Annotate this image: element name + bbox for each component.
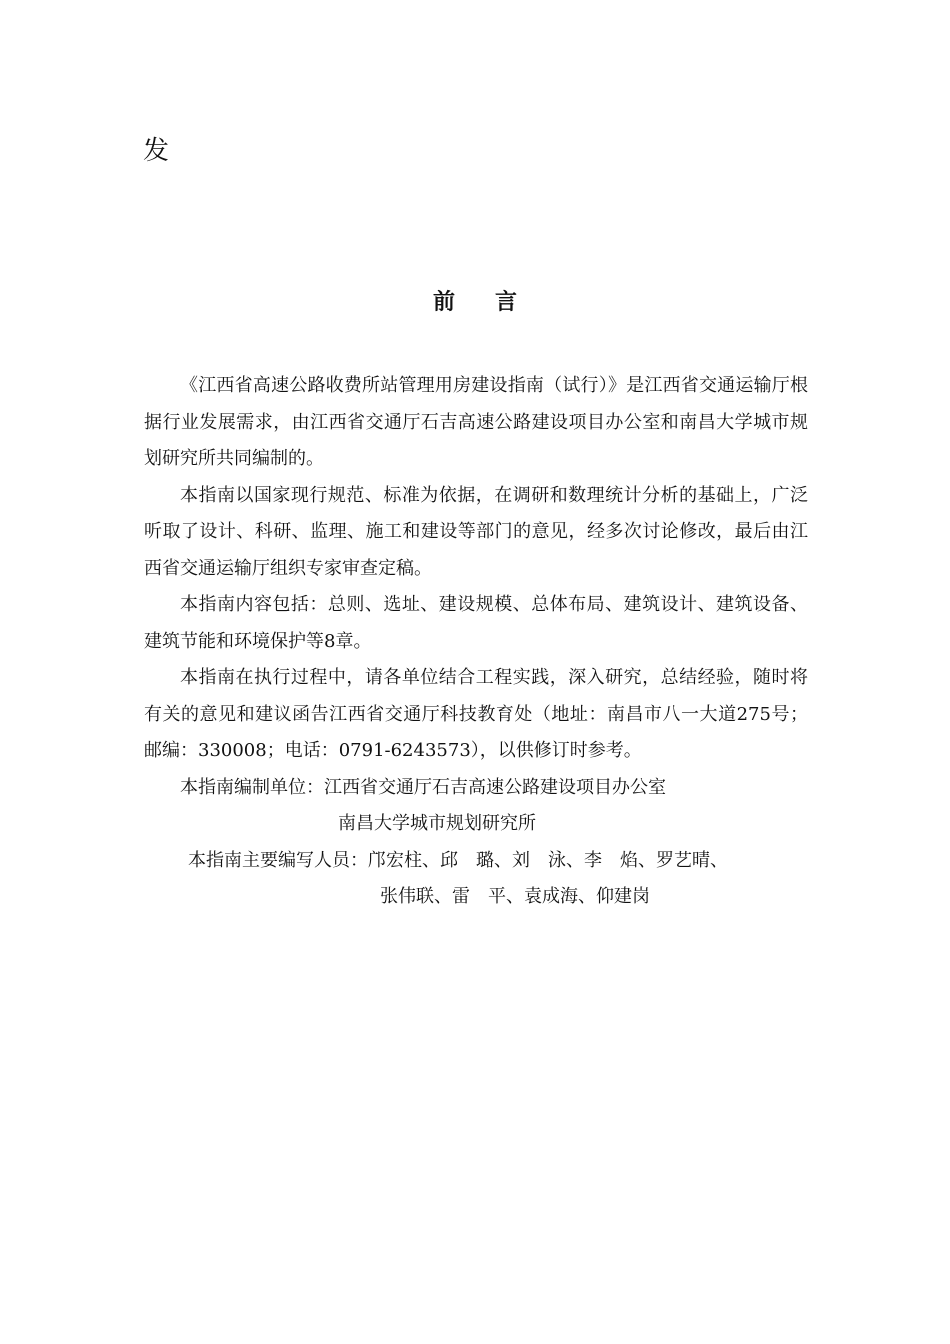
- authors-line-2: 张伟联、雷 平、袁成海、仰建岗: [380, 886, 650, 907]
- page-title: 前言: [432, 289, 557, 315]
- authors-line: 本指南主要编写人员：邝宏柱、邱 璐、刘 泳、李 焰、罗艺晴、: [188, 849, 728, 871]
- paragraph-contents: 本指南内容包括：总则、选址、建设规模、总体布局、建筑设计、建筑设备、建筑节能和环境保护等8章。: [144, 594, 808, 652]
- paragraph-basis: 本指南以国家现行规范、标准为依据，在调研和数理统计分析的基础上，广泛听取了设计、科研、监理、施工和建设等部门的意见，经多次讨论修改，最后由江西省交通运输厅组织专家审查定稿。: [144, 484, 808, 579]
- preface-body: [144, 368, 808, 916]
- paragraph-intro: 《江西省高速公路收费所站管理用房建设指南（试行）》是江西省交通运输厅根据行业发展需求，由江西省交通厅石吉高速公路建设项目办公室和南昌大学城市规划研究所共同编制的。: [144, 375, 808, 469]
- paragraph-feedback: 本指南在执行过程中，请各单位结合工程实践，深入研究，总结经验，随时将有关的意见和建议函告江西省交通厅科技教育处（地址：南昌市八一大道275号；邮编：330008；电话：0791-6243573），以供修订时参考。: [144, 667, 808, 761]
- stray-character: 发: [143, 136, 170, 166]
- compiling-units-line-2: 南昌大学城市规划研究所: [338, 813, 536, 834]
- compiling-units-line: 本指南编制单位：江西省交通厅石吉高速公路建设项目办公室: [180, 776, 666, 798]
